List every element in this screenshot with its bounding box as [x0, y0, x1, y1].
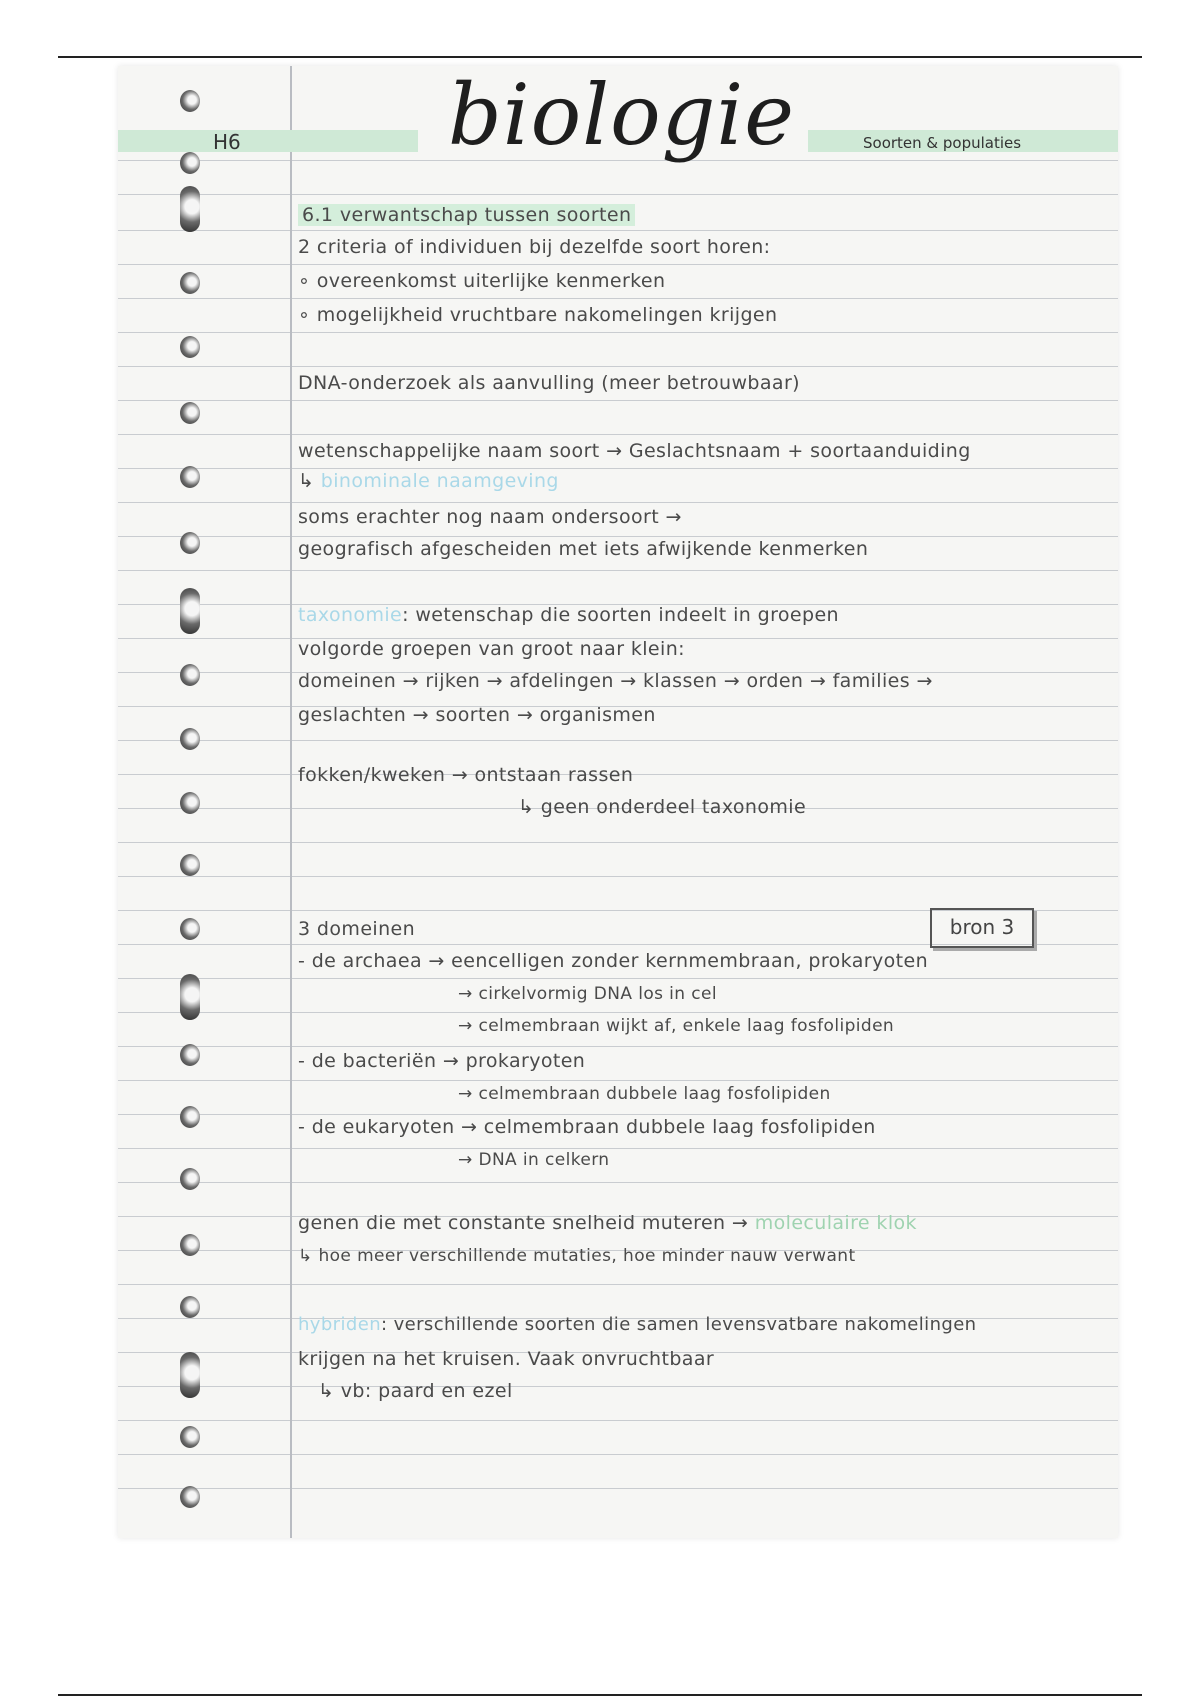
ruled-line — [118, 468, 1118, 469]
genes-line: genen die met constante snelheid muteren → — [298, 1212, 749, 1234]
binder-hole — [180, 974, 200, 1020]
ruled-line — [118, 978, 1118, 979]
bacteria-detail: → celmembraan dubbele laag fosfolipiden — [458, 1084, 831, 1104]
ruled-line — [118, 1046, 1118, 1047]
archaea-detail: → cirkelvormig DNA los in cel — [458, 984, 718, 1004]
ruled-line — [118, 332, 1118, 333]
breeding-note: ↳ geen onderdeel taxonomie — [518, 796, 807, 818]
dna-line: DNA-onderzoek als aanvulling (meer betrouwbaar) — [298, 372, 800, 394]
binder-hole — [180, 152, 200, 174]
ruled-line — [118, 366, 1118, 367]
binder-hole — [180, 1234, 200, 1256]
ruled-line — [118, 502, 1118, 503]
order-line: volgorde groepen van groot naar klein: — [298, 638, 685, 660]
domains-heading: 3 domeinen — [298, 918, 416, 940]
binder-hole — [180, 466, 200, 488]
ruled-line — [118, 1182, 1118, 1183]
ruled-line — [118, 194, 1118, 195]
taxonomy-term: taxonomie — [298, 604, 403, 626]
binder-hole — [180, 336, 200, 358]
page-title: biologie — [448, 66, 795, 164]
section-heading: 6.1 verwantschap tussen soorten — [298, 204, 635, 226]
archaea-detail: → celmembraan wijkt af, enkele laag fosfolipiden — [458, 1016, 895, 1036]
arrow-glyph: ↳ — [298, 470, 315, 492]
ruled-line — [118, 264, 1118, 265]
binder-hole — [180, 186, 200, 232]
taxonomy-definition: : wetenschap die soorten indeelt in groepen — [402, 604, 840, 626]
binder-hole — [180, 1352, 200, 1398]
binder-hole — [180, 728, 200, 750]
notebook-page — [118, 66, 1118, 1538]
binder-hole — [180, 1044, 200, 1066]
binder-hole — [180, 918, 200, 940]
ranks-line: domeinen → rijken → afdelingen → klassen → orden → families → — [298, 670, 933, 692]
binder-hole — [180, 1426, 200, 1448]
bottom-rule — [58, 1694, 1142, 1696]
binder-hole — [180, 272, 200, 294]
top-rule — [58, 56, 1142, 58]
scientific-name-line: wetenschappelijke naam soort → Geslachtsnaam + soortaanduiding — [298, 440, 971, 462]
binder-hole — [180, 664, 200, 686]
eukaryotes-line: - de eukaryoten → celmembraan dubbele laag fosfolipiden — [298, 1116, 876, 1138]
ruled-line — [118, 740, 1118, 741]
molecular-clock-term: moleculaire klok — [754, 1212, 917, 1234]
source-box: bron 3 — [930, 908, 1034, 948]
binder-hole — [180, 854, 200, 876]
ruled-line — [118, 1488, 1118, 1489]
ruled-line — [118, 1284, 1118, 1285]
geographic-line: geografisch afgescheiden met iets afwijkende kenmerken — [298, 538, 869, 560]
binder-hole — [180, 792, 200, 814]
criteria-item: ∘ mogelijkheid vruchtbare nakomelingen krijgen — [298, 304, 778, 326]
binder-hole — [180, 90, 200, 112]
ruled-line — [118, 434, 1118, 435]
header-highlight — [118, 130, 418, 152]
binder-hole — [180, 1106, 200, 1128]
ruled-line — [118, 1148, 1118, 1149]
example-line: ↳ vb: paard en ezel — [318, 1380, 513, 1402]
bacteria-line: - de bacteriën → prokaryoten — [298, 1050, 586, 1072]
ruled-line — [118, 876, 1118, 877]
binder-hole — [180, 1296, 200, 1318]
hybrids-line: krijgen na het kruisen. Vaak onvruchtbaar — [298, 1348, 715, 1370]
binder-hole — [180, 1486, 200, 1508]
chapter-label: H6 — [213, 130, 241, 154]
margin-line — [290, 66, 292, 1538]
breeding-line: fokken/kweken → ontstaan rassen — [298, 764, 634, 786]
ruled-line — [118, 1080, 1118, 1081]
subspecies-line: soms erachter nog naam ondersoort → — [298, 506, 682, 528]
ruled-line — [118, 1114, 1118, 1115]
binder-hole — [180, 1168, 200, 1190]
ranks-line: geslachten → soorten → organismen — [298, 704, 656, 726]
ruled-line — [118, 298, 1118, 299]
binominal-term: binominale naamgeving — [320, 470, 559, 492]
eukaryotes-detail: → DNA in celkern — [458, 1150, 610, 1170]
hybrids-term: hybriden — [298, 1314, 381, 1335]
page-subtitle: Soorten & populaties — [863, 134, 1022, 152]
hybrids-definition: : verschillende soorten die samen levensvatbare nakomelingen — [381, 1314, 977, 1335]
ruled-line — [118, 536, 1118, 537]
ruled-line — [118, 1386, 1118, 1387]
criteria-item: ∘ overeenkomst uiterlijke kenmerken — [298, 270, 666, 292]
ruled-line — [118, 1454, 1118, 1455]
ruled-line — [118, 842, 1118, 843]
ruled-line — [118, 230, 1118, 231]
criteria-line: 2 criteria of individuen bij dezelfde soort horen: — [298, 236, 771, 258]
ruled-line — [118, 1420, 1118, 1421]
binder-hole — [180, 532, 200, 554]
ruled-line — [118, 1012, 1118, 1013]
binder-hole — [180, 588, 200, 634]
mutations-line: ↳ hoe meer verschillende mutaties, hoe minder nauw verwant — [298, 1246, 856, 1266]
archaea-line: - de archaea → eencelligen zonder kernmembraan, prokaryoten — [298, 950, 929, 972]
ruled-line — [118, 570, 1118, 571]
binder-hole — [180, 402, 200, 424]
ruled-line — [118, 400, 1118, 401]
